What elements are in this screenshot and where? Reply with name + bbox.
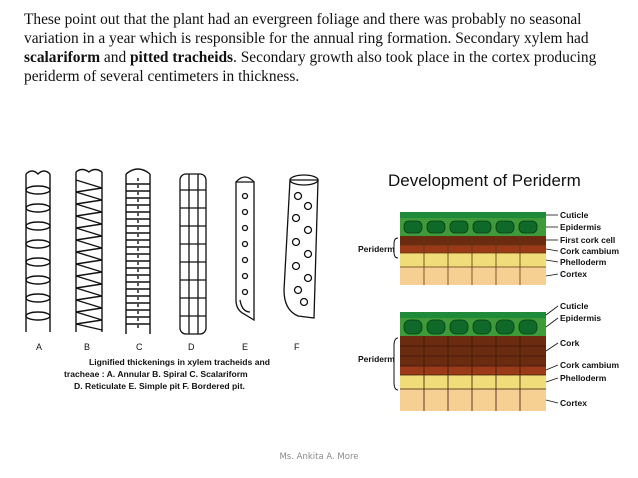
label-cuticle-bottom: Cuticle [560, 301, 589, 311]
layer-cortex-bottom [400, 389, 546, 411]
caption-line-2: tracheae : A. Annular B. Spiral C. Scalariform [64, 369, 248, 379]
label-phelloderm-top: Phelloderm [560, 257, 607, 267]
label-cortex-top: Cortex [560, 269, 587, 279]
label-cortex-bottom: Cortex [560, 398, 587, 408]
tracheid-b-spiral [76, 170, 102, 333]
paragraph-text-1: These point out that the plant had an evergreen foliage and there was probably no seasonal variation in a year which is responsible for the annual ring formation. Secondary xylem had [24, 11, 589, 47]
layer-cuticle-bottom [400, 312, 546, 318]
label-cork-cambium-top: Cork cambium [560, 246, 620, 256]
tracheid-a-annular [26, 171, 50, 332]
tracheid-c-scalariform [126, 169, 150, 334]
caption-line-3: D. Reticulate E. Simple pit F. Bordered pit. [74, 381, 245, 391]
label-b: B [84, 342, 91, 352]
label-c: C [136, 342, 143, 352]
label-cuticle-top: Cuticle [560, 210, 589, 220]
term-scalariform: scalariform [24, 49, 101, 66]
label-first-cork-cell: First cork cell [560, 235, 616, 245]
layer-cortex-top [400, 267, 546, 285]
periderm-stack-bottom [400, 312, 546, 411]
tracheid-e-simple-pit [236, 177, 254, 320]
layer-cork [400, 336, 546, 366]
label-phelloderm-bottom: Phelloderm [560, 373, 607, 383]
paragraph-text-3: . Secondary growth also took place in the cortex producing periderm of several centimeters in thickness. [24, 49, 597, 85]
label-epidermis-bottom: Epidermis [560, 313, 602, 323]
label-cork-cambium-bottom: Cork cambium [560, 360, 620, 370]
periderm-group-label-bottom: Periderm [358, 354, 395, 364]
term-pitted-tracheids: pitted tracheids [130, 49, 234, 66]
tracheid-caption [64, 357, 270, 391]
layer-phelloderm-top [400, 253, 546, 267]
periderm-figure [358, 160, 620, 420]
layer-phelloderm-bottom [400, 375, 546, 389]
label-epidermis-top: Epidermis [560, 222, 602, 232]
tracheid-f-bordered-pit [284, 175, 318, 318]
tracheid-d-reticulate [180, 174, 206, 334]
layer-cork-cambium-top [400, 245, 546, 253]
body-paragraph [24, 10, 614, 86]
label-d: D [188, 342, 195, 352]
label-cork: Cork [560, 338, 580, 348]
periderm-group-label-top: Periderm [358, 244, 395, 254]
periderm-stack-top [400, 212, 546, 285]
xylem-tracheids-figure [14, 160, 339, 400]
label-f: F [294, 342, 300, 352]
periderm-title: Development of Periderm [388, 171, 581, 190]
footer-author: Ms. Ankita A. More [279, 452, 359, 462]
paragraph-text-2: and [100, 49, 130, 66]
tracheid-letters [36, 342, 300, 352]
layer-first-cork-cell [400, 236, 546, 245]
label-a: A [36, 342, 43, 352]
periderm-bottom-labels [560, 301, 619, 408]
label-e: E [242, 342, 249, 352]
layer-cork-cambium-bottom [400, 366, 546, 375]
caption-line-1: Lignified thickenings in xylem tracheids and [89, 357, 270, 367]
periderm-top-labels [560, 210, 619, 279]
layer-cuticle-top [400, 212, 546, 218]
